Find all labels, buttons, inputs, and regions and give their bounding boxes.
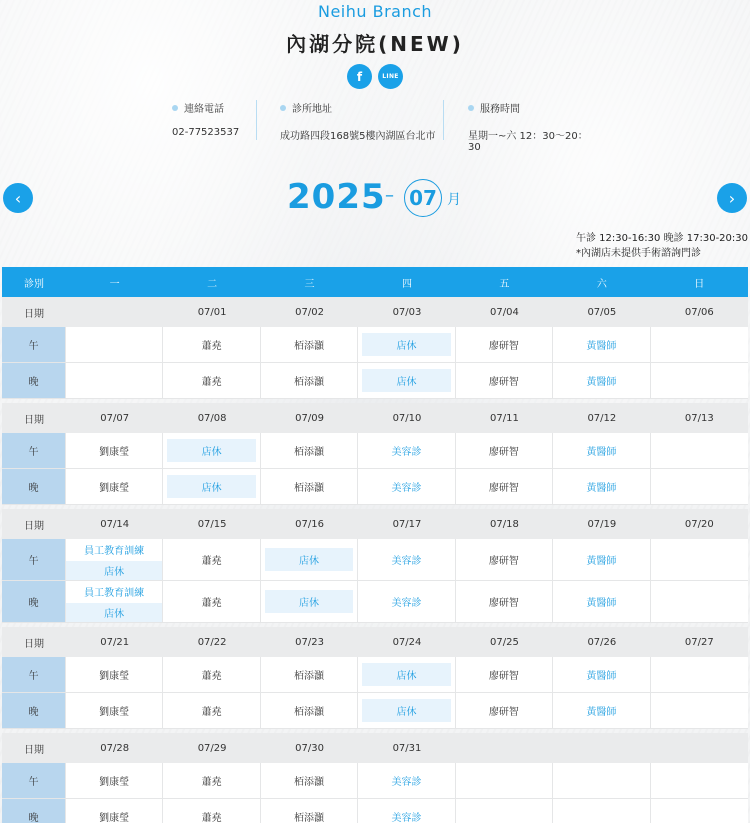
doctor-name: 美容診 <box>391 777 422 788</box>
address-label: 診所地址 <box>292 104 332 115</box>
night-row <box>2 799 748 823</box>
schedule-cell <box>651 469 748 504</box>
closed-badge: 店休 <box>167 475 256 498</box>
date-cell: 07/04 <box>490 306 519 318</box>
doctor-name: 栢添灝 <box>294 707 325 718</box>
schedule-cell <box>651 327 748 362</box>
hours-note-line2: *內湖店未提供手術諮詢門診 <box>575 248 701 259</box>
date-row <box>2 509 748 539</box>
doctor-name: 黃醫師 <box>586 341 617 352</box>
date-cell: 07/11 <box>490 412 519 424</box>
chevron-right-icon: › <box>728 188 736 208</box>
doctor-name: 蕭堯 <box>201 671 222 682</box>
date-row <box>2 297 748 327</box>
bullet-icon <box>468 105 474 111</box>
date-cell: 07/08 <box>197 412 227 424</box>
date-cell: 07/14 <box>100 518 130 530</box>
divider <box>443 100 444 140</box>
phone-label: 連絡電話 <box>184 104 224 115</box>
schedule-cell[interactable] <box>66 763 163 798</box>
noon-row <box>2 657 748 693</box>
doctor-name: 劉康瑩 <box>99 777 130 788</box>
schedule-cell[interactable] <box>456 469 553 504</box>
schedule-cell[interactable] <box>163 763 260 798</box>
year-month-dash: – <box>385 185 394 206</box>
night-slot-label: 晚 <box>2 469 66 504</box>
doctor-name: 蕭堯 <box>201 813 222 823</box>
line-icon[interactable]: LINE <box>378 64 403 89</box>
schedule-cell <box>553 763 650 798</box>
address-info <box>280 100 435 142</box>
doctor-name: 蕭堯 <box>201 598 222 609</box>
clinic-info <box>160 100 590 153</box>
doctor-name: 黃醫師 <box>586 447 617 458</box>
date-cell: 07/09 <box>295 412 324 424</box>
header-cell: 日 <box>694 278 705 290</box>
facebook-icon[interactable]: f <box>347 64 372 89</box>
header-cell: 五 <box>499 278 510 290</box>
doctor-name: 栢添灝 <box>294 377 325 388</box>
night-row <box>2 469 748 505</box>
schedule-cell[interactable] <box>163 657 260 692</box>
date-cell: 07/26 <box>587 636 617 648</box>
doctor-name: 栢添灝 <box>294 341 325 352</box>
header-cell: 三 <box>304 278 315 290</box>
doctor-name: 劉康瑩 <box>99 813 130 823</box>
schedule-week <box>2 733 748 823</box>
night-slot-label: 晚 <box>2 363 66 398</box>
hours-note <box>576 231 748 261</box>
doctor-name: 廖研智 <box>488 671 519 682</box>
schedule-cell[interactable] <box>163 363 260 398</box>
doctor-name: 廖研智 <box>488 598 519 609</box>
date-cell: 07/18 <box>490 518 519 530</box>
schedule-cell[interactable] <box>553 539 650 580</box>
schedule-cell[interactable] <box>261 469 358 504</box>
doctor-name: 美容診 <box>391 598 422 609</box>
schedule-cell[interactable] <box>261 433 358 468</box>
doctor-name: 美容診 <box>391 813 422 823</box>
schedule-cell[interactable] <box>163 693 260 728</box>
doctor-name: 黃醫師 <box>586 377 617 388</box>
prev-month-button[interactable] <box>3 183 33 213</box>
chevron-left-icon: ‹ <box>14 188 22 208</box>
schedule-cell[interactable] <box>358 799 455 823</box>
bullet-icon <box>172 105 178 111</box>
schedule-table <box>2 267 748 823</box>
schedule-cell <box>66 363 163 398</box>
schedule-cell[interactable] <box>358 581 455 622</box>
date-cell: 07/07 <box>100 412 130 424</box>
schedule-cell[interactable] <box>358 657 455 692</box>
date-cell: 07/28 <box>100 742 130 754</box>
date-cell <box>651 733 748 763</box>
date-cell: 07/19 <box>587 518 617 530</box>
schedule-cell[interactable] <box>358 433 455 468</box>
schedule-cell[interactable] <box>163 469 260 504</box>
schedule-cell[interactable] <box>358 469 455 504</box>
schedule-cell <box>651 363 748 398</box>
noon-row <box>2 539 748 581</box>
schedule-cell[interactable] <box>261 657 358 692</box>
schedule-cell[interactable] <box>456 539 553 580</box>
date-cell: 07/15 <box>197 518 227 530</box>
date-cell: 07/22 <box>197 636 227 648</box>
schedule-cell[interactable] <box>456 581 553 622</box>
schedule-cell <box>651 539 748 580</box>
schedule-cell[interactable] <box>66 433 163 468</box>
doctor-name: 蕭堯 <box>201 707 222 718</box>
doctor-name: 廖研智 <box>488 556 519 567</box>
schedule-cell <box>651 799 748 823</box>
date-cell <box>456 733 553 763</box>
schedule-cell[interactable] <box>261 763 358 798</box>
date-cell: 07/30 <box>295 742 324 754</box>
divider <box>256 100 257 140</box>
date-cell: 07/25 <box>490 636 519 648</box>
schedule-cell <box>66 327 163 362</box>
date-cell: 07/21 <box>100 636 130 648</box>
schedule-cell[interactable] <box>456 433 553 468</box>
date-cell: 07/10 <box>392 412 422 424</box>
branch-name-zh: 內湖分院(NEW) <box>286 32 464 56</box>
bullet-icon <box>280 105 286 111</box>
date-row <box>2 403 748 433</box>
date-row <box>2 733 748 763</box>
doctor-name: 廖研智 <box>488 341 519 352</box>
doctor-name: 蕭堯 <box>201 556 222 567</box>
schedule-cell[interactable] <box>358 363 455 398</box>
schedule-cell[interactable] <box>163 327 260 362</box>
schedule-cell[interactable] <box>163 539 260 580</box>
date-cell <box>66 297 163 327</box>
schedule-cell[interactable] <box>163 433 260 468</box>
next-month-button[interactable] <box>717 183 747 213</box>
night-slot-label: 晚 <box>2 693 66 728</box>
schedule-cell[interactable] <box>66 539 163 580</box>
closed-badge: 店休 <box>66 561 162 580</box>
noon-row <box>2 327 748 363</box>
doctor-name: 栢添灝 <box>294 671 325 682</box>
doctor-name: 栢添灝 <box>294 483 325 494</box>
date-cell: 07/03 <box>392 306 422 318</box>
doctor-name: 員工教育訓練 <box>84 545 145 557</box>
night-row <box>2 581 748 623</box>
date-row <box>2 627 748 657</box>
schedule-cell <box>651 433 748 468</box>
doctor-name: 廖研智 <box>488 447 519 458</box>
date-cell: 07/06 <box>684 306 714 318</box>
schedule-week <box>2 403 748 505</box>
schedule-cell[interactable] <box>553 581 650 622</box>
schedule-cell[interactable] <box>456 363 553 398</box>
date-cell: 07/13 <box>684 412 714 424</box>
closed-badge: 店休 <box>362 663 451 686</box>
schedule-cell[interactable] <box>261 693 358 728</box>
hours-note-line1: 午診 12:30-16:30 晚診 17:30-20:30 <box>575 233 748 244</box>
schedule-cell[interactable] <box>261 327 358 362</box>
night-slot-label: 晚 <box>2 581 66 622</box>
doctor-name: 栢添灝 <box>294 813 325 823</box>
doctor-name: 蕭堯 <box>201 377 222 388</box>
schedule-cell[interactable] <box>553 693 650 728</box>
doctor-name: 黃醫師 <box>586 556 617 567</box>
night-row <box>2 693 748 729</box>
schedule-week <box>2 509 748 623</box>
doctor-name: 廖研智 <box>488 707 519 718</box>
calendar-month: 07 <box>404 179 442 217</box>
doctor-name: 廖研智 <box>488 483 519 494</box>
schedule-cell[interactable] <box>261 581 358 622</box>
date-cell <box>553 733 650 763</box>
noon-row <box>2 433 748 469</box>
phone-value[interactable]: 02-77523537 <box>172 127 240 138</box>
hours-info <box>468 100 590 153</box>
branch-name-en: Neihu Branch <box>317 2 433 21</box>
date-label: 日期 <box>23 308 44 320</box>
doctor-name: 栢添灝 <box>294 777 325 788</box>
header-cell: 四 <box>401 278 412 290</box>
closed-badge: 店休 <box>362 333 451 356</box>
date-cell: 07/20 <box>684 518 714 530</box>
schedule-cell <box>651 581 748 622</box>
closed-badge: 店休 <box>265 548 354 571</box>
schedule-cell[interactable] <box>66 799 163 823</box>
schedule-cell <box>553 799 650 823</box>
schedule-cell[interactable] <box>66 657 163 692</box>
noon-slot-label: 午 <box>2 763 66 798</box>
schedule-cell <box>651 763 748 798</box>
date-label: 日期 <box>23 638 44 650</box>
schedule-cell[interactable] <box>261 363 358 398</box>
schedule-cell[interactable] <box>66 581 163 622</box>
date-cell: 07/01 <box>197 306 227 318</box>
doctor-name: 美容診 <box>391 483 422 494</box>
date-label: 日期 <box>23 520 44 532</box>
doctor-name: 劉康瑩 <box>99 671 130 682</box>
schedule-cell[interactable] <box>163 581 260 622</box>
doctor-name: 美容診 <box>391 556 422 567</box>
schedule-cell[interactable] <box>553 469 650 504</box>
date-cell: 07/23 <box>295 636 324 648</box>
header-cell: 二 <box>207 278 218 290</box>
schedule-cell <box>456 763 553 798</box>
schedule-cell[interactable] <box>553 363 650 398</box>
doctor-name: 黃醫師 <box>586 483 617 494</box>
social-links <box>347 64 403 89</box>
doctor-name: 黃醫師 <box>586 671 617 682</box>
doctor-name: 黃醫師 <box>586 598 617 609</box>
doctor-name: 廖研智 <box>488 377 519 388</box>
schedule-cell[interactable] <box>553 657 650 692</box>
schedule-cell[interactable] <box>456 657 553 692</box>
doctor-name: 劉康瑩 <box>99 707 130 718</box>
closed-badge: 店休 <box>265 590 354 613</box>
date-cell: 07/29 <box>197 742 227 754</box>
schedule-cell[interactable] <box>358 539 455 580</box>
table-header <box>2 267 748 297</box>
header-cell: 一 <box>109 278 120 290</box>
noon-slot-label: 午 <box>2 433 66 468</box>
noon-row <box>2 763 748 799</box>
phone-info <box>172 100 239 142</box>
schedule-cell[interactable] <box>553 433 650 468</box>
month-suffix: 月 <box>447 192 461 208</box>
schedule-cell[interactable] <box>553 327 650 362</box>
date-label: 日期 <box>23 744 44 756</box>
doctor-name: 美容診 <box>391 447 422 458</box>
date-cell: 07/17 <box>392 518 422 530</box>
schedule-cell <box>651 693 748 728</box>
closed-badge: 店休 <box>167 439 256 462</box>
schedule-cell[interactable] <box>358 693 455 728</box>
header-cell: 診別 <box>23 278 44 290</box>
date-cell: 07/12 <box>587 412 617 424</box>
date-cell: 07/31 <box>392 742 422 754</box>
schedule-cell <box>456 799 553 823</box>
hours-label: 服務時間 <box>480 104 520 115</box>
schedule-cell[interactable] <box>456 693 553 728</box>
address-value: 成功路四段168號5樓內湖區台北市 <box>280 131 436 142</box>
schedule-cell[interactable] <box>358 763 455 798</box>
schedule-week <box>2 627 748 729</box>
calendar-year: 2025 <box>287 177 386 217</box>
schedule-cell[interactable] <box>163 799 260 823</box>
doctor-name: 員工教育訓練 <box>84 587 145 599</box>
noon-slot-label: 午 <box>2 657 66 692</box>
doctor-name: 劉康瑩 <box>99 447 130 458</box>
header-cell: 六 <box>596 278 607 290</box>
hours-value: 星期一~六 12：30〜20：30 <box>468 131 588 153</box>
date-cell: 07/02 <box>295 306 324 318</box>
schedule-cell[interactable] <box>261 799 358 823</box>
date-cell: 07/16 <box>295 518 324 530</box>
schedule-cell <box>651 657 748 692</box>
noon-slot-label: 午 <box>2 327 66 362</box>
date-label: 日期 <box>23 414 44 426</box>
doctor-name: 劉康瑩 <box>99 483 130 494</box>
schedule-cell[interactable] <box>358 327 455 362</box>
date-cell: 07/27 <box>684 636 714 648</box>
night-row <box>2 363 748 399</box>
closed-badge: 店休 <box>66 603 162 622</box>
closed-badge: 店休 <box>362 369 451 392</box>
schedule-cell[interactable] <box>66 469 163 504</box>
closed-badge: 店休 <box>362 699 451 722</box>
schedule-cell[interactable] <box>456 327 553 362</box>
date-cell: 07/05 <box>587 306 617 318</box>
doctor-name: 蕭堯 <box>201 341 222 352</box>
schedule-cell[interactable] <box>66 693 163 728</box>
schedule-week <box>2 297 748 399</box>
date-cell: 07/24 <box>392 636 422 648</box>
night-slot-label: 晚 <box>2 799 66 823</box>
doctor-name: 黃醫師 <box>586 707 617 718</box>
doctor-name: 蕭堯 <box>201 777 222 788</box>
schedule-weeks <box>2 297 748 823</box>
doctor-name: 栢添灝 <box>294 447 325 458</box>
noon-slot-label: 午 <box>2 539 66 580</box>
schedule-cell[interactable] <box>261 539 358 580</box>
